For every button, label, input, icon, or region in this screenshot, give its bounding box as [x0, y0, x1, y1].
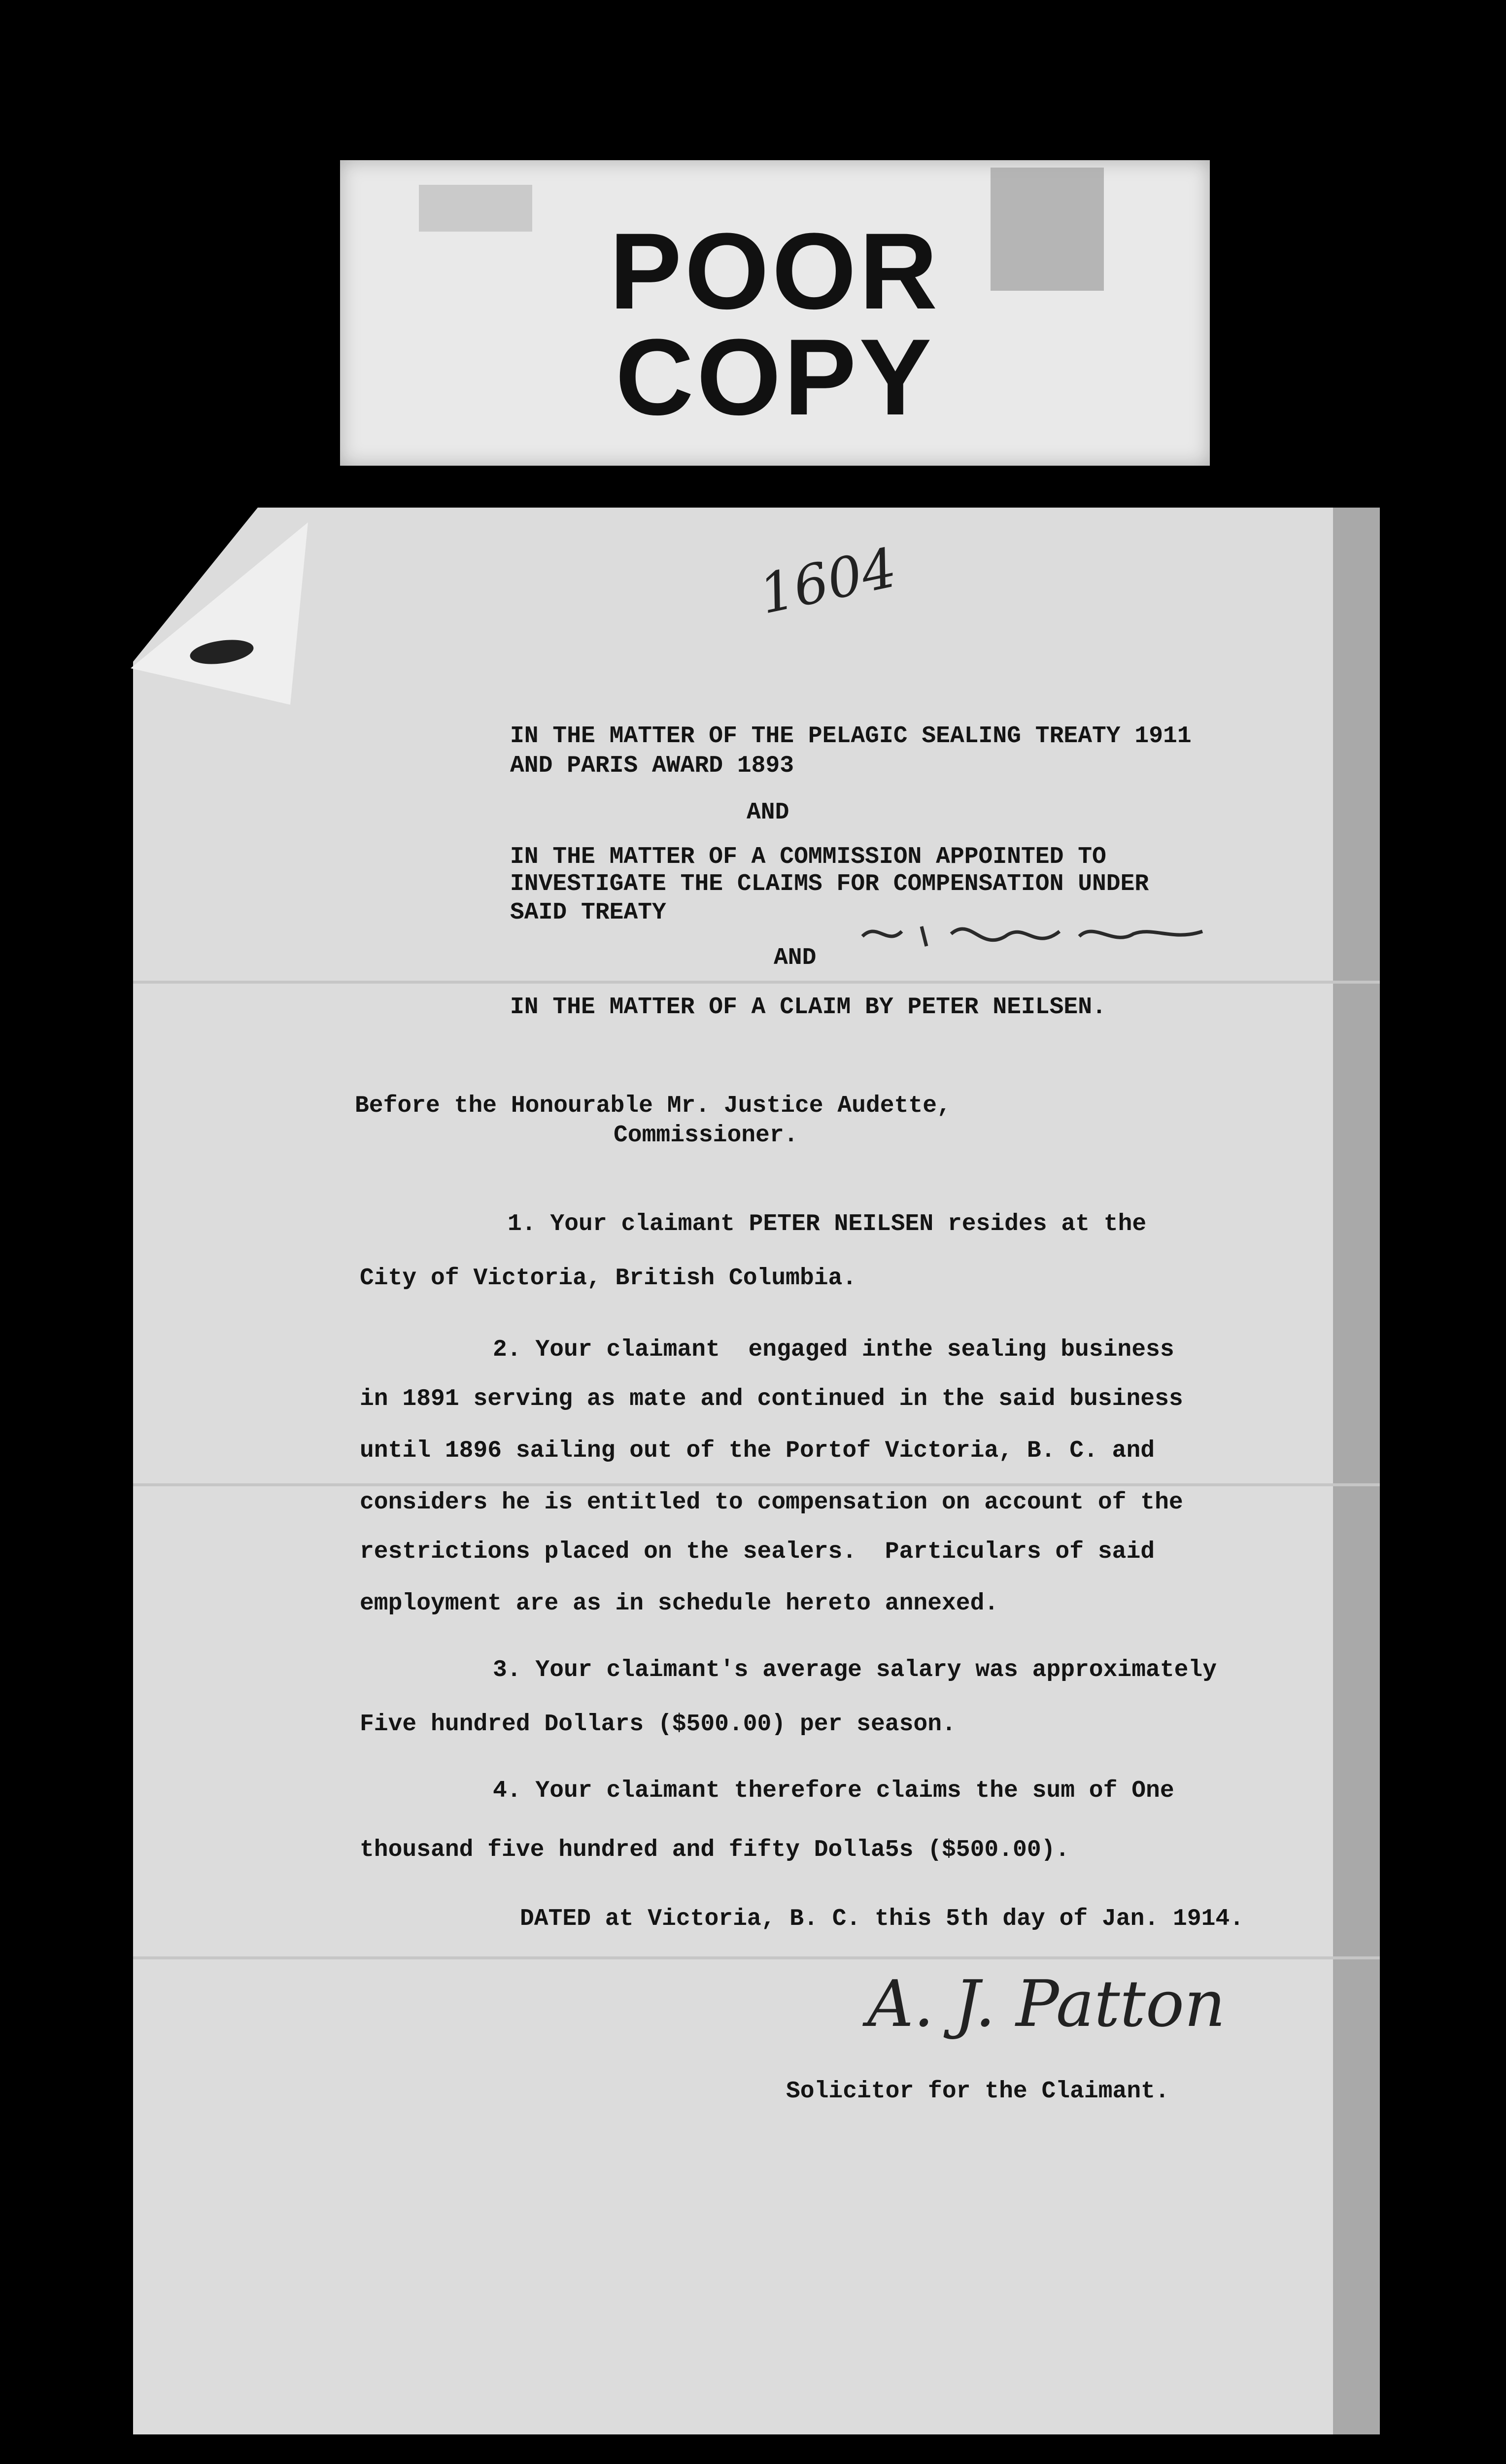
handwritten-scribble: [857, 907, 1212, 961]
paragraph-line: considers he is entitled to compensation on account of the: [360, 1489, 1183, 1516]
heading-line: IN THE MATTER OF A CLAIM BY PETER NEILSEN.: [510, 994, 1106, 1021]
paragraph-line: in 1891 serving as mate and continued in the said business: [360, 1386, 1183, 1412]
heading-line: IN THE MATTER OF A COMMISSION APPOINTED TO: [510, 844, 1106, 870]
paragraph-line: 1. Your claimant PETER NEILSEN resides at the: [508, 1211, 1147, 1237]
heading-and: AND: [747, 799, 789, 826]
paragraph-line: until 1896 sailing out of the Portof Victoria, B. C. and: [360, 1437, 1155, 1464]
paragraph-line: thousand five hundred and fifty Dolla5s ($500.00).: [360, 1837, 1070, 1863]
paragraph-line: 4. Your claimant therefore claims the sum of One: [493, 1778, 1174, 1804]
poor-copy-label: [340, 160, 1210, 466]
paragraph-line: employment are as in schedule hereto annexed.: [360, 1590, 999, 1617]
heading-line: SAID TREATY: [510, 899, 666, 926]
heading-line: AND PARIS AWARD 1893: [510, 753, 794, 779]
paragraph-line: 2. Your claimant engaged inthe sealing business: [493, 1336, 1174, 1363]
heading-line: IN THE MATTER OF THE PELAGIC SEALING TREATY 1911: [510, 723, 1192, 750]
document-sheet: [133, 508, 1380, 2434]
handwritten-number: 1604: [753, 536, 902, 626]
signature: A. J. Patton: [867, 1966, 1226, 2041]
paragraph-line: restrictions placed on the sealers. Particulars of said: [360, 1539, 1155, 1565]
paragraph-line: 3. Your claimant's average salary was approximately: [493, 1657, 1217, 1683]
signature-caption: Solicitor for the Claimant.: [786, 2078, 1169, 2105]
poor-copy-line1: POOR: [609, 210, 941, 332]
fold-line: [133, 981, 1380, 984]
poor-copy-line2: COPY: [615, 316, 935, 438]
dated-line: DATED at Victoria, B. C. this 5th day of Jan. 1914.: [520, 1906, 1244, 1932]
heading-line: INVESTIGATE THE CLAIMS FOR COMPENSATION UNDER: [510, 871, 1149, 897]
fold-line: [133, 1483, 1380, 1486]
before-line: Commissioner.: [614, 1122, 798, 1149]
fold-line: [133, 1956, 1380, 1959]
heading-and: AND: [774, 945, 817, 971]
before-line: Before the Honourable Mr. Justice Audette,: [355, 1093, 951, 1119]
paper-edge: [1333, 508, 1380, 2434]
paragraph-line: Five hundred Dollars ($500.00) per season.: [360, 1711, 956, 1738]
paragraph-line: City of Victoria, British Columbia.: [360, 1265, 857, 1292]
